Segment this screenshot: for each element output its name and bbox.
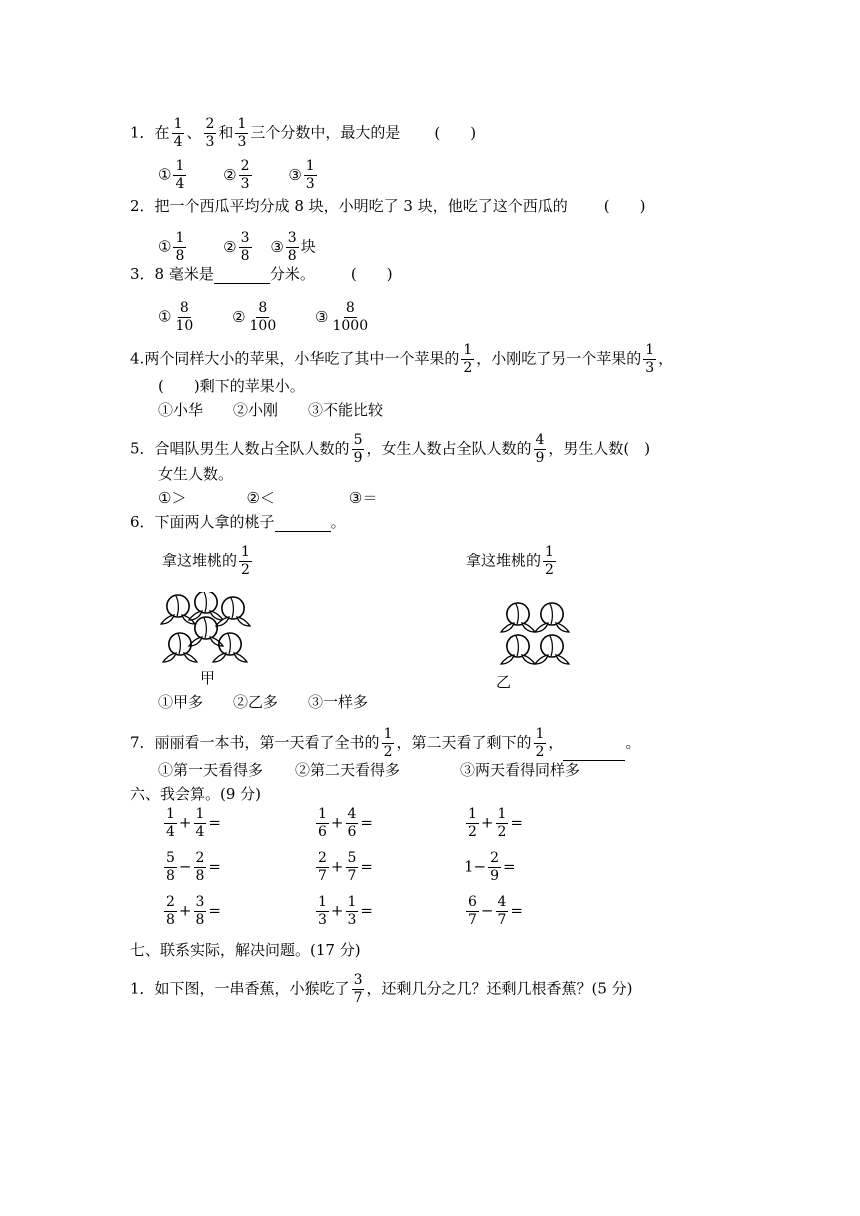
peach-icon bbox=[189, 592, 223, 620]
question-2-options: ① $\frac{1}{8}$ ② $\frac{3}{8}$ ③ $\frac{3}{8}$ 块 bbox=[158, 230, 316, 264]
fraction: $\frac{1}{4}$ bbox=[173, 116, 183, 150]
calc-expression: $\frac{6}{7}$ − $\frac{4}{7}$ = bbox=[468, 894, 523, 928]
fraction: $\frac{1}{6}$ bbox=[318, 806, 327, 840]
peach-icon bbox=[535, 603, 569, 632]
answer-blank[interactable] bbox=[214, 269, 270, 284]
calc-expression: 1− $\frac{2}{9}$ = bbox=[464, 850, 516, 884]
question-7-options: ①第一天看得多 ②第二天看得多 ③两天看得同样多 bbox=[158, 761, 581, 779]
calc-expression: $\frac{1}{6}$ + $\frac{4}{6}$ = bbox=[318, 806, 373, 840]
fraction: $\frac{3}{8}$ bbox=[195, 894, 205, 928]
question-4-options: ①小华 ②小刚 ③不能比较 bbox=[158, 401, 384, 419]
peach-icon bbox=[535, 635, 569, 664]
fraction: $\frac{4}{6}$ bbox=[347, 806, 357, 840]
fraction: $\frac{1}{3}$ bbox=[318, 894, 327, 928]
fraction: $\frac{4}{7}$ bbox=[497, 894, 507, 928]
peach-group-right bbox=[498, 600, 576, 668]
label-left: 拿这堆桃的 $\frac{1}{2}$ bbox=[162, 544, 250, 578]
fraction: $\frac{1}{3}$ bbox=[237, 116, 247, 150]
peach-group-left bbox=[160, 592, 252, 668]
fraction: $\frac{2}{8}$ bbox=[166, 894, 175, 928]
label-right: 拿这堆桃的 $\frac{1}{2}$ bbox=[466, 544, 554, 578]
problem-1: 1．如下图，一串香蕉，小猴吃了 $\frac{3}{7}$ ，还剩几分之几？还剩几根香蕉？(5 分) bbox=[130, 972, 633, 1006]
peach-icon bbox=[213, 633, 247, 662]
fraction: $\frac{1}{4}$ bbox=[195, 806, 205, 840]
name-left: 甲 bbox=[200, 669, 216, 687]
question-7: 7．丽丽看一本书，第一天看了全书的 $\frac{1}{2}$ ，第二天看了剩下的 $\frac{1}{2}$ ， 。 bbox=[130, 726, 641, 760]
fraction: $\frac{5}{8}$ bbox=[166, 850, 175, 884]
question-3-options: ① $\frac{8}{10}$ ② $\frac{8}{100}$ ③ $\frac{8}{1000}$ bbox=[158, 300, 369, 334]
fraction: $\frac{1}{4}$ bbox=[166, 806, 175, 840]
calc-expression: $\frac{1}{3}$ + $\frac{1}{3}$ = bbox=[318, 894, 373, 928]
question-5-options: ①＞ ②＜ ③＝ bbox=[158, 489, 378, 507]
answer-paren: ( ) bbox=[603, 197, 646, 215]
fraction: $\frac{2}{8}$ bbox=[195, 850, 205, 884]
calc-expression: $\frac{5}{8}$ − $\frac{2}{8}$ = bbox=[166, 850, 221, 884]
peach-icon bbox=[216, 597, 250, 626]
name-right: 乙 bbox=[496, 673, 512, 691]
section-6-title: 六、我会算。(9 分) bbox=[130, 785, 262, 803]
section-7-title: 七、联系实际，解决问题。(17 分) bbox=[130, 941, 361, 959]
peach-icon bbox=[501, 635, 535, 664]
answer-paren: ( ) bbox=[434, 123, 477, 142]
calc-expression: $\frac{1}{2}$ + $\frac{1}{2}$ = bbox=[468, 806, 523, 840]
fraction: $\frac{5}{7}$ bbox=[347, 850, 357, 884]
question-6: 6．下面两人拿的桃子 。 bbox=[130, 513, 346, 531]
fraction: $\frac{1}{3}$ bbox=[347, 894, 357, 928]
question-3: 3．8 毫米是 分米。 ( ) bbox=[130, 265, 393, 283]
peach-icon bbox=[501, 603, 535, 632]
answer-blank[interactable] bbox=[275, 517, 331, 532]
peach-icon bbox=[189, 617, 223, 646]
fraction: $\frac{1}{2}$ bbox=[497, 806, 507, 840]
question-4: 4.两个同样大小的苹果，小华吃了其中一个苹果的 $\frac{1}{2}$ ，小刚吃了另一个苹果的 $\frac{1}{3}$ ， bbox=[130, 342, 674, 376]
peach-icon bbox=[163, 633, 197, 662]
question-5: 5．合唱队男生人数占全队人数的 $\frac{5}{9}$ ，女生人数占全队人数的 $\frac{4}{9}$ ，男生人数( ) bbox=[130, 432, 651, 466]
calc-expression: $\frac{2}{7}$ + $\frac{5}{7}$ = bbox=[318, 850, 373, 884]
question-1: 1．在 $\frac{1}{4}$ 、 $\frac{2}{3}$ 和 $\frac{1}{3}$ 三个分数中，最大的是 ( ) bbox=[130, 116, 477, 150]
fraction: $\frac{6}{7}$ bbox=[468, 894, 477, 928]
question-2: 2．把一个西瓜平均分成 8 块，小明吃了 3 块，他吃了这个西瓜的 ( ) bbox=[130, 197, 646, 215]
fraction: $\frac{1}{2}$ bbox=[468, 806, 477, 840]
question-4-line2: ( )剩下的苹果小。 bbox=[158, 377, 305, 395]
calc-expression: $\frac{1}{4}$ + $\frac{1}{4}$ = bbox=[166, 806, 221, 840]
fraction: $\frac{2}{3}$ bbox=[205, 116, 215, 150]
fraction: $\frac{2}{7}$ bbox=[318, 850, 327, 884]
answer-paren: ( ) bbox=[350, 265, 393, 283]
fraction: $\frac{2}{9}$ bbox=[490, 850, 500, 884]
question-6-options: ①甲多 ②乙多 ③一样多 bbox=[158, 693, 369, 711]
question-5-line2: 女生人数。 bbox=[158, 465, 234, 483]
question-1-options: ① $\frac{1}{4}$ ② $\frac{2}{3}$ ③ $\frac{1}{3}$ bbox=[158, 158, 315, 192]
answer-blank[interactable] bbox=[563, 746, 625, 761]
calc-expression: $\frac{2}{8}$ + $\frac{3}{8}$ = bbox=[166, 894, 221, 928]
